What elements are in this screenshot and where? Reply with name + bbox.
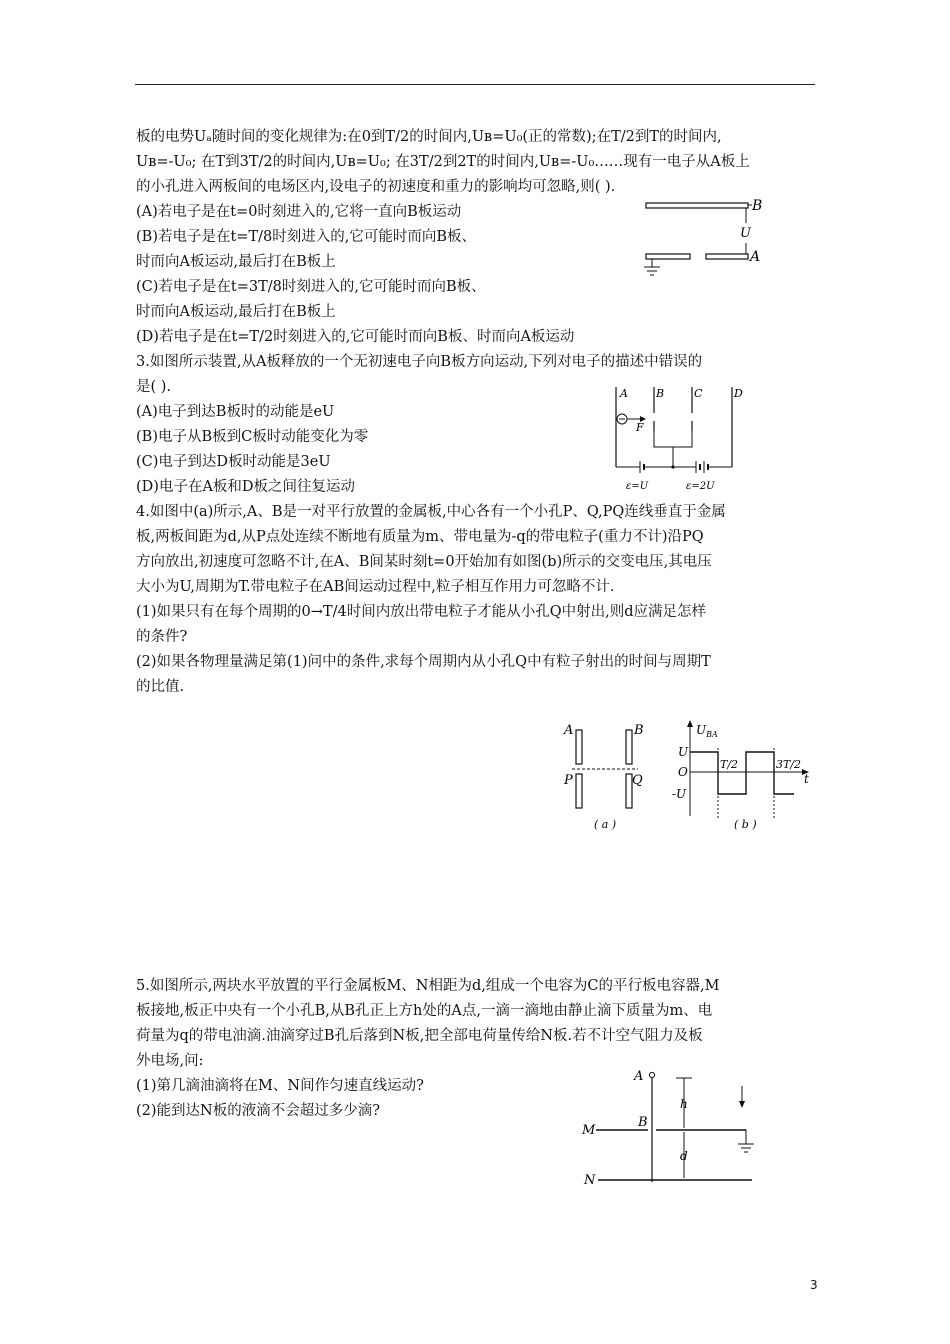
q2-option-d: (D)若电子是在t=T/2时刻进入的,它可能时而向B板、时而向A板运动 <box>136 329 575 345</box>
label-plate-a: A <box>750 249 761 265</box>
q4-line-4: 大小为U,周期为T.带电粒子在AB间运动过程中,粒子相互作用力可忽略不计. <box>136 579 615 595</box>
caption-b: ( b ) <box>734 818 757 831</box>
q5-part-1: (1)第几滴油滴将在M、N间作匀速直线运动? <box>136 1078 424 1094</box>
point-a <box>649 1072 654 1077</box>
q4-line-2: 板,两板间距为d,从P点处连续不断地有质量为m、带电量为-q的带电粒子(重力不计)沿PQ <box>136 529 704 545</box>
q4-line-3: 方向放出,初速度可忽略不计,在A、B间某时刻t=0开始加有如图(b)所示的交变电压,其电压 <box>136 554 712 570</box>
q2-option-c: (C)若电子是在t=3T/8时刻进入的,它可能时而向B板、 <box>136 279 486 295</box>
label-d: d <box>680 1149 688 1163</box>
ground-icon <box>644 259 660 275</box>
q5-line-4: 外电场,问: <box>136 1053 204 1069</box>
q4-part-1-cont: 的条件? <box>136 629 188 645</box>
label-force: F <box>636 421 644 434</box>
q4-part-2: (2)如果各物理量满足第(1)问中的条件,求每个周期内从小孔Q中有粒子射出的时间与周期T <box>136 654 711 670</box>
label-c: C <box>694 387 703 400</box>
label-emf-1: ε=U <box>626 481 649 492</box>
battery-1-icon <box>640 461 644 473</box>
plate-a-top <box>576 730 582 764</box>
label-h: h <box>680 1097 688 1111</box>
y-axis-arrowhead <box>687 720 693 727</box>
q2-line-1: 板的电势Uₐ随时间的变化规律为:在0到T/2的时间内,Uʙ=U₀(正的常数);在T/2到T的时间内, <box>136 129 722 145</box>
q3-option-d: (D)电子在A板和D板之间往复运动 <box>136 479 356 495</box>
plate-a-bottom <box>576 774 582 808</box>
q2-option-c-cont: 时而向A板运动,最后打在B板上 <box>136 304 336 320</box>
q4-part-1: (1)如果只有在每个周期的0→T/4时间内放出带电粒子才能从小孔Q中射出,则d应满足怎样 <box>136 604 706 620</box>
wire-bc <box>654 431 692 447</box>
q2-line-3: 的小孔进入两板间的电场区内,设电子的初速度和重力的影响均可忽略,则( ). <box>136 179 616 195</box>
q2-option-a: (A)若电子是在t=0时刻进入的,它将一直向B板运动 <box>136 204 462 220</box>
label-plate-b: B <box>752 198 763 214</box>
plate-a-right <box>706 254 748 259</box>
q2-line-2: Uʙ=-U₀; 在T到3T/2的时间内,Uʙ=U₀; 在3T/2到2T的时间内,Uʙ=-U₀……现有一电子从A板上 <box>136 154 750 170</box>
drop-arrowhead <box>739 1101 745 1108</box>
q5-line-1: 5.如图所示,两块水平放置的平行金属板M、N相距为d,组成一个电容为C的平行板电容器,M <box>136 978 720 994</box>
plate-a-left <box>646 254 690 259</box>
label-emf-2: ε=2U <box>686 481 715 492</box>
tick-three-t-half: 3T/2 <box>776 758 802 771</box>
label-b: B <box>634 723 644 738</box>
q3-line-1: 3.如图所示装置,从A板释放的一个无初速电子向B板方向运动,下列对电子的描述中错误的 <box>136 354 703 370</box>
q4-part-2-cont: 的比值. <box>136 679 185 695</box>
ground-icon <box>738 1144 754 1152</box>
q2-option-b: (B)若电子是在t=T/8时刻进入的,它可能时而向B板、 <box>136 229 476 245</box>
label-level-pos: U <box>678 745 689 759</box>
label-a: A <box>634 1069 644 1084</box>
caption-a: ( a ) <box>594 818 617 831</box>
label-b: B <box>638 1115 648 1130</box>
q5-line-3: 荷量为q的带电油滴.油滴穿过B孔后落到N板,把全部电荷量传给N板.若不计空气阻力及板 <box>136 1028 703 1044</box>
axis-label-uba: $U_{BA}$ <box>696 723 718 739</box>
page-number: 3 <box>810 1278 818 1292</box>
battery-2-icon <box>696 461 708 473</box>
ground-wire <box>720 1130 746 1144</box>
label-m: M <box>582 1123 596 1138</box>
q5-figure-capacitor <box>580 1068 770 1193</box>
tick-t-half: T/2 <box>720 758 739 771</box>
q3-option-a: (A)电子到达B板时的动能是eU <box>136 404 335 420</box>
plate-b-top <box>626 730 632 764</box>
plate-b <box>646 203 748 208</box>
q3-option-b: (B)电子从B板到C板时动能变化为零 <box>136 429 369 445</box>
q2-option-b-cont: 时而向A板运动,最后打在B板上 <box>136 254 336 270</box>
q3-figure-circuit <box>610 385 750 497</box>
label-a: A <box>564 723 574 738</box>
label-b: B <box>656 387 665 400</box>
label-voltage: U <box>740 226 751 241</box>
q4-figure-a <box>560 718 650 833</box>
q4-line-1: 4.如图中(a)所示,A、B是一对平行放置的金属板,中心各有一个小孔P、Q,PQ连线垂直于金属 <box>136 504 726 520</box>
label-d: D <box>734 387 743 400</box>
label-a: A <box>620 387 628 400</box>
q5-part-2: (2)能到达N板的液滴不会超过多少滴? <box>136 1103 380 1119</box>
label-n: N <box>584 1173 596 1188</box>
label-level-neg: -U <box>672 787 687 801</box>
header-rule <box>135 84 815 85</box>
axis-label-t: t <box>804 772 809 786</box>
q3-option-c: (C)电子到达D板时动能是3eU <box>136 454 331 470</box>
q3-line-2: 是( ). <box>136 379 172 395</box>
q4-figure-b <box>670 718 820 833</box>
q5-line-2: 板接地,板正中央有一个小孔B,从B孔正上方h处的A点,一滴一滴地由静止滴下质量为m、电 <box>136 1003 713 1019</box>
label-p: P <box>564 773 573 788</box>
q2-figure-plates <box>640 195 770 290</box>
label-origin: O <box>678 765 688 779</box>
label-q: Q <box>632 773 643 788</box>
